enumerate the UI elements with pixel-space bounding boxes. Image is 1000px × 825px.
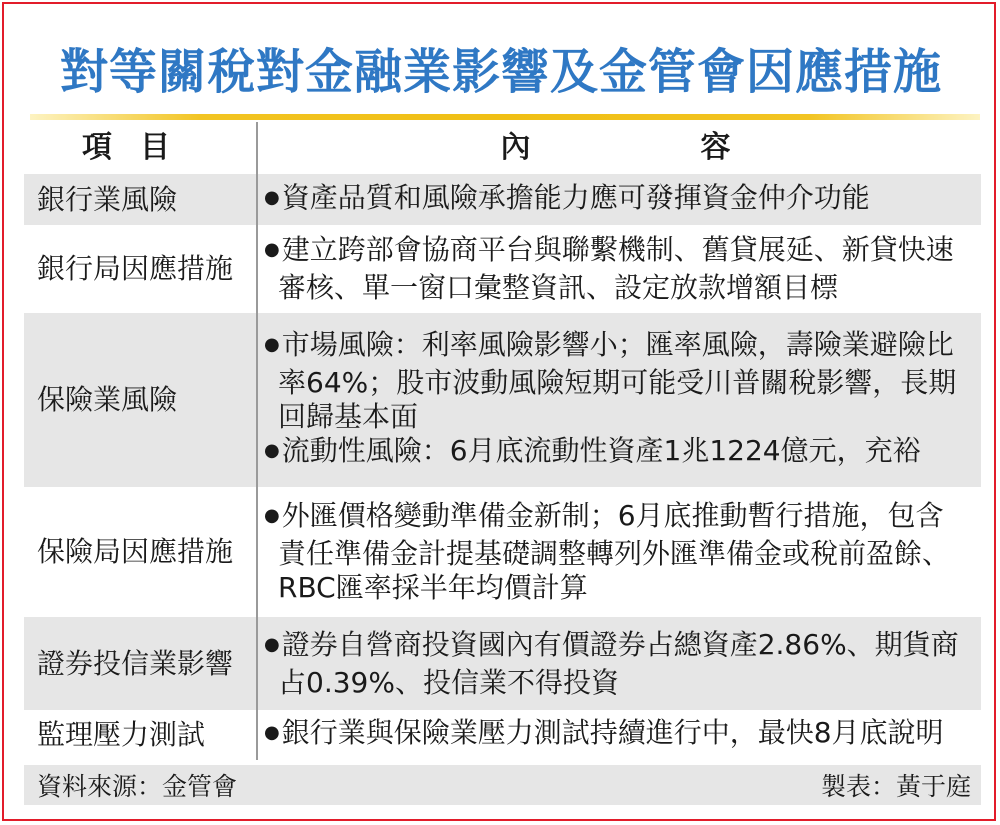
table-row [24, 710, 981, 760]
row-point: ● 資產品質和風險承擔能力應可發揮資金仲介功能 [264, 181, 967, 219]
author-credit: 製表：黃于庭 [820, 772, 971, 801]
info-table [24, 122, 981, 760]
table-row [24, 617, 981, 710]
source-note: 資料來源：金管會 [37, 772, 238, 801]
row-point: ● 建立跨部會協商平台與聯繫機制、舊貸展延、新貸快速審核、單一窗口彙整資訊、設定放款增額目標 [264, 233, 967, 305]
title-underline [30, 114, 980, 120]
row-item: 保險業風險 [37, 383, 178, 416]
table-row [24, 225, 981, 313]
row-point: ● 證券自營商投資國內有價證券占總資產2.86%、期貨商占0.39%、投信業不得投資 [264, 628, 967, 700]
table-row [24, 487, 981, 617]
infographic-frame [2, 2, 996, 821]
row-point: ● 外匯價格變動準備金新制；6月底推動暫行措施，包含責任準備金計提基礎調整轉列外匯準備金或稅前盈餘、RBC匯率採半年均價計算 [264, 499, 967, 605]
row-item: 銀行業風險 [37, 182, 178, 216]
header-content: 內容 [500, 130, 901, 165]
row-item: 保險局因應措施 [37, 535, 234, 568]
row-item: 監理壓力測試 [37, 718, 206, 751]
table-header [24, 122, 981, 174]
row-point: ● 市場風險：利率風險影響小；匯率風險，壽險業避險比率64%；股市波動風險短期可能受川普關稅影響，長期回歸基本面 [264, 328, 967, 434]
row-point: ● 流動性風險：6月底流動性資產1兆1224億元，充裕 [264, 434, 967, 472]
row-item: 銀行局因應措施 [37, 252, 234, 285]
table-row [24, 313, 981, 487]
row-point: ● 銀行業與保險業壓力測試持續進行中，最快8月底說明 [264, 716, 967, 754]
header-item: 項目 [82, 130, 198, 165]
footer-bar [24, 765, 981, 805]
table-row [24, 174, 981, 225]
page-title: 對等關稅對金融業影響及金管會因應措施 [59, 44, 942, 100]
row-item: 證券投信業影響 [37, 646, 234, 680]
